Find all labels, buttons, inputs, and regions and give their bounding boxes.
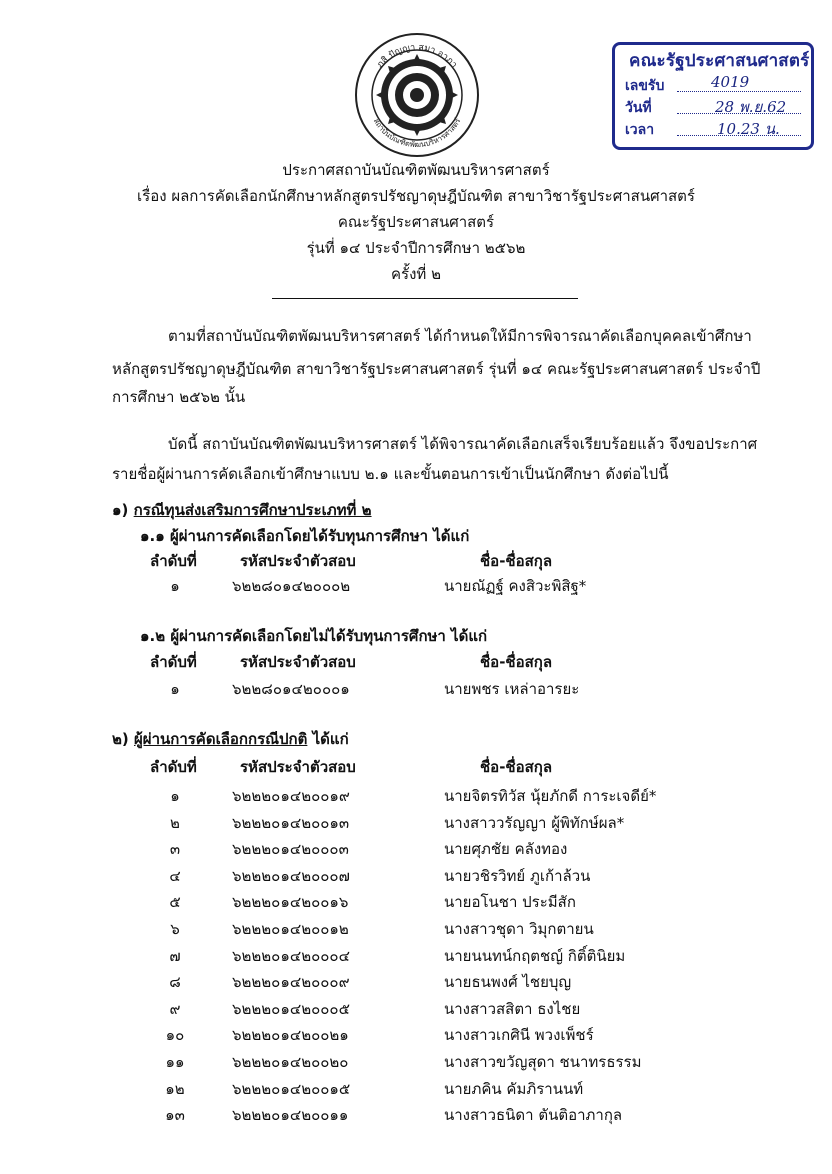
- row-id: ๖๒๒๒๐๑๔๒๐๐๑๑: [232, 1106, 349, 1124]
- paragraph-1-line-2: หลักสูตรปรัชญาดุษฎีบัณฑิต สาขาวิชารัฐประศาสนศาสตร์ รุ่นที่ ๑๔ คณะรัฐประศาสนศาสตร์ ประจำปี: [112, 360, 761, 378]
- column-header-name: ชื่อ-ชื่อสกุล: [480, 552, 553, 570]
- row-order: ๓: [169, 840, 181, 858]
- title-divider: [272, 298, 578, 299]
- row-id: ๖๒๒๘๐๑๔๒๐๐๐๑: [232, 680, 350, 698]
- stamp-value-number: 4019: [711, 73, 750, 91]
- subsection-1-2-heading: ๑.๒ ผู้ผ่านการคัดเลือกโดยไม่ได้รับทุนการศึกษา ได้แก่: [140, 627, 488, 645]
- row-id: ๖๒๒๒๐๑๔๒๐๐๑๖: [232, 893, 349, 911]
- row-name: นายณัฏฐ์ คงสิวะพิสิฐ*: [444, 577, 587, 595]
- column-header-order: ลำดับที่: [150, 653, 197, 671]
- row-order: ๗: [169, 947, 181, 965]
- row-order: ๖: [170, 920, 180, 938]
- row-order: ๑: [170, 577, 180, 595]
- row-id: ๖๒๒๒๐๑๔๒๐๐๐๔: [232, 947, 350, 965]
- paragraph-1-line-3: การศึกษา ๒๕๖๒ นั้น: [112, 388, 246, 406]
- section-2-title-suffix: ได้แก่: [307, 730, 349, 748]
- row-id: ๖๒๒๘๐๑๔๒๐๐๐๒: [232, 577, 351, 595]
- column-header-order: ลำดับที่: [150, 758, 197, 776]
- row-order: ๑๓: [165, 1106, 185, 1124]
- section-1-number: ๑): [112, 501, 129, 519]
- svg-text:ภสิ ปัญญา สมา อาภา: ภสิ ปัญญา สมา อาภา: [375, 42, 459, 71]
- row-name: นายจิตรทิวัส นุ้ยภักดี การะเจดีย์*: [444, 787, 657, 805]
- row-order: ๒: [170, 814, 180, 832]
- batch-year: รุ่นที่ ๑๔ ประจำปีการศึกษา ๒๕๖๒: [306, 239, 526, 257]
- stamp-value-date: 28 พ.ย.62: [715, 98, 787, 116]
- row-id: ๖๒๒๒๐๑๔๒๐๐๑๓: [232, 814, 350, 832]
- section-1-title: กรณีทุนส่งเสริมการศึกษาประเภทที่ ๒: [133, 501, 372, 519]
- row-name: นายอโนชา ประมีสัก: [444, 893, 576, 911]
- row-id: ๖๒๒๒๐๑๔๒๐๐๑๕: [232, 1080, 351, 1098]
- row-id: ๖๒๒๒๐๑๔๒๐๐๒๑: [232, 1026, 349, 1044]
- row-order: ๕: [169, 893, 181, 911]
- announcement-subject: เรื่อง ผลการคัดเลือกนักศึกษาหลักสูตรปรัชญาดุษฎีบัณฑิต สาขาวิชารัฐประศาสนศาสตร์: [137, 187, 695, 205]
- stamp-label-date: วันที่: [625, 100, 652, 116]
- stamp-label-number: เลขรับ: [625, 78, 665, 94]
- row-name: นางสาวสสิตา ธงไชย: [444, 1000, 581, 1018]
- faculty-name: คณะรัฐประศาสนศาสตร์: [337, 213, 495, 231]
- row-name: นายภคิน คัมภิรานนท์: [444, 1080, 584, 1098]
- row-name: นายพชร เหล่าอารยะ: [444, 680, 580, 698]
- announcement-title: ประกาศสถาบันบัณฑิตพัฒนบริหารศาสตร์: [282, 161, 550, 179]
- row-id: ๖๒๒๒๐๑๔๒๐๐๑๙: [232, 787, 350, 805]
- received-stamp: [612, 42, 814, 150]
- stamp-line: [677, 91, 801, 92]
- paragraph-2-line-2: รายชื่อผู้ผ่านการคัดเลือกเข้าศึกษาแบบ ๒.๑ และขั้นตอนการเข้าเป็นนักศึกษา ดังต่อไปนี้: [112, 465, 669, 483]
- column-header-name: ชื่อ-ชื่อสกุล: [480, 758, 553, 776]
- row-id: ๖๒๒๒๐๑๔๒๐๐๐๗: [232, 867, 350, 885]
- section-2-title: ผู้ผ่านการคัดเลือกกรณีปกติ: [133, 730, 308, 748]
- stamp-label-time: เวลา: [625, 122, 655, 138]
- row-name: นายวชิรวิทย์ ภูเก้าล้วน: [444, 867, 591, 885]
- section-2-number: ๒): [112, 730, 129, 748]
- section-2-heading: [112, 727, 349, 751]
- column-header-order: ลำดับที่: [150, 552, 197, 570]
- row-id: ๖๒๒๒๐๑๔๒๐๐๐๕: [232, 1000, 350, 1018]
- row-order: ๑๑: [165, 1053, 185, 1071]
- row-id: ๖๒๒๒๐๑๔๒๐๐๒๐: [232, 1053, 349, 1071]
- row-name: นายธนพงศ์ ไชยบุญ: [444, 973, 572, 991]
- row-order: ๔: [169, 867, 181, 885]
- row-name: นายนนทน์กฤตชญ์ กิติ์ตินิยม: [444, 947, 626, 965]
- row-order: ๑๐: [165, 1026, 185, 1044]
- row-name: นางสาววรัญญา ผู้พิทักษ์ผล*: [444, 814, 625, 832]
- row-name: นางสาวธนิดา ตันติอาภากุล: [444, 1106, 623, 1124]
- row-id: ๖๒๒๒๐๑๔๒๐๐๐๙: [232, 973, 350, 991]
- column-header-name: ชื่อ-ชื่อสกุล: [480, 653, 553, 671]
- row-order: ๑: [170, 680, 180, 698]
- row-name: นางสาวขวัญสุดา ชนาทรธรรม: [444, 1053, 642, 1071]
- round-number: ครั้งที่ ๒: [391, 265, 441, 283]
- column-header-id: รหัสประจำตัวสอบ: [240, 552, 356, 570]
- column-header-id: รหัสประจำตัวสอบ: [240, 653, 356, 671]
- paragraph-2-line-1: บัดนี้ สถาบันบัณฑิตพัฒนบริหารศาสตร์ ได้พิจารณาคัดเลือกเสร็จเรียบร้อยแล้ว จึงขอประกาศ: [168, 435, 758, 453]
- row-order: ๑๒: [165, 1080, 185, 1098]
- subsection-1-1-heading: ๑.๑ ผู้ผ่านการคัดเลือกโดยได้รับทุนการศึกษา ได้แก่: [140, 527, 470, 545]
- row-order: ๘: [169, 973, 181, 991]
- institute-seal-logo: [354, 32, 480, 158]
- row-id: ๖๒๒๒๐๑๔๒๐๐๑๒: [232, 920, 349, 938]
- row-name: นางสาวเกศินี พวงเพ็ชร์: [444, 1026, 594, 1044]
- section-1-heading: [112, 498, 372, 522]
- paragraph-1-line-1: ตามที่สถาบันบัณฑิตพัฒนบริหารศาสตร์ ได้กำหนดให้มีการพิจารณาคัดเลือกบุคคลเข้าศึกษา: [168, 327, 752, 345]
- row-name: นางสาวชุดา วิมุกตายน: [444, 920, 594, 938]
- stamp-title: คณะรัฐประศาสนศาสตร์: [629, 51, 810, 71]
- row-order: ๙: [169, 1000, 181, 1018]
- column-header-id: รหัสประจำตัวสอบ: [240, 758, 356, 776]
- row-id: ๖๒๒๒๐๑๔๒๐๐๐๓: [232, 840, 349, 858]
- stamp-value-time: 10.23 น.: [717, 120, 780, 138]
- row-order: ๑: [170, 787, 180, 805]
- row-name: นายศุภชัย คลังทอง: [444, 840, 568, 858]
- svg-text:สถาบันบัณฑิตพัฒนบริหารศาสตร์: สถาบันบัณฑิตพัฒนบริหารศาสตร์: [371, 116, 463, 150]
